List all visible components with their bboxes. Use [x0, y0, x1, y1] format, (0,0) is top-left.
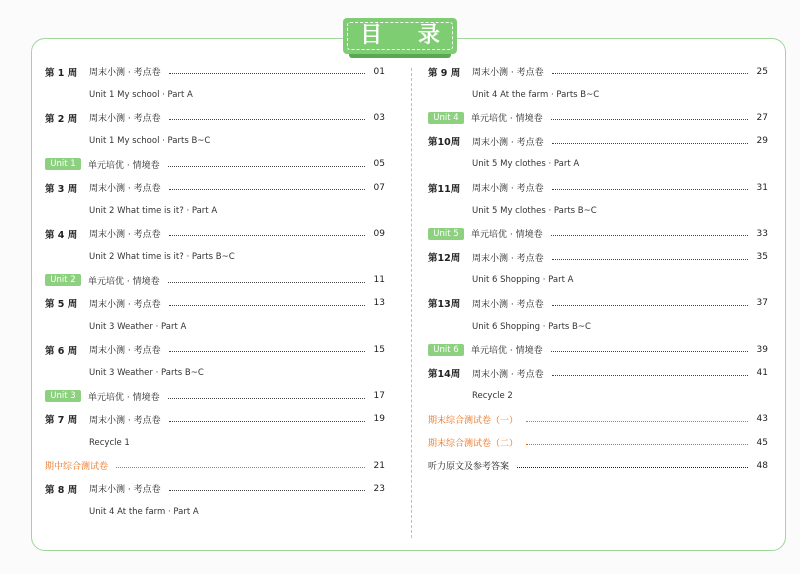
- toc-subtitle: Unit 4 At the farm · Part A: [89, 507, 199, 518]
- toc-subtitle: Unit 2 What time is it? · Parts B~C: [89, 252, 235, 263]
- dot-leader: [552, 143, 748, 144]
- entry-title: 周末小测 · 考点卷: [89, 68, 161, 79]
- page-number: 39: [756, 344, 768, 355]
- page-number: 21: [373, 460, 385, 471]
- toc-entry[interactable]: [428, 176, 768, 199]
- toc-entry: [45, 83, 385, 106]
- dot-leader: [169, 421, 365, 422]
- column-divider: [411, 68, 412, 538]
- page-number: 41: [756, 368, 768, 379]
- toc-subtitle: Unit 5 My clothes · Part A: [472, 159, 580, 170]
- toc-entry: [45, 246, 385, 269]
- page-number: 37: [756, 298, 768, 309]
- week-label: 第 7 周: [45, 415, 78, 427]
- entry-title: 听力原文及参考答案: [428, 462, 510, 473]
- entry-title: 周末小测 · 考点卷: [472, 369, 544, 380]
- dot-leader: [168, 166, 365, 167]
- entry-title: 单元培优 · 情境卷: [471, 114, 543, 125]
- toc-entry[interactable]: [428, 361, 768, 384]
- entry-title: 周末小测 · 考点卷: [89, 485, 161, 496]
- toc-entry[interactable]: [45, 454, 385, 477]
- dot-leader: [551, 119, 748, 120]
- dot-leader: [552, 259, 748, 260]
- toc-entry[interactable]: [45, 222, 385, 245]
- entry-title: 周末小测 · 考点卷: [89, 230, 161, 241]
- week-label: 第 4 周: [45, 229, 78, 241]
- week-label: 第13周: [428, 299, 461, 311]
- toc-subtitle: Unit 3 Weather · Parts B~C: [89, 368, 204, 379]
- toc-entry[interactable]: [45, 338, 385, 361]
- toc-left-column: [45, 60, 385, 524]
- dot-leader: [169, 351, 365, 352]
- page-number: 35: [756, 252, 768, 263]
- toc-subtitle: Unit 1 My school · Parts B~C: [89, 136, 211, 147]
- toc-entry: [428, 199, 768, 222]
- page-number: 05: [373, 159, 385, 170]
- toc-subtitle: Recycle 1: [89, 437, 130, 448]
- toc-entry[interactable]: [428, 222, 768, 245]
- toc-entry[interactable]: [428, 60, 768, 83]
- page-number: 25: [756, 66, 768, 77]
- toc-entry[interactable]: [45, 385, 385, 408]
- entry-title: 单元培优 · 情境卷: [88, 392, 160, 403]
- toc-title: 目 录: [360, 23, 454, 48]
- unit-badge: Unit 2: [45, 274, 81, 286]
- toc-entry[interactable]: [428, 338, 768, 361]
- week-label: 第 9 周: [428, 67, 461, 79]
- dot-leader: [551, 235, 748, 236]
- toc-entry: [428, 83, 768, 106]
- unit-badge: Unit 4: [428, 112, 464, 124]
- page-number: 29: [756, 136, 768, 147]
- page-number: 23: [373, 483, 385, 494]
- unit-badge: Unit 1: [45, 158, 81, 170]
- toc-subtitle: Unit 6 Shopping · Parts B~C: [472, 321, 591, 332]
- page-number: 31: [756, 182, 768, 193]
- entry-title: 单元培优 · 情境卷: [471, 346, 543, 357]
- week-label: 第10周: [428, 137, 461, 149]
- week-label: 第14周: [428, 369, 461, 381]
- entry-title: 周末小测 · 考点卷: [472, 137, 544, 148]
- page-number: 01: [373, 66, 385, 77]
- dot-leader: [169, 305, 365, 306]
- page-number: 07: [373, 182, 385, 193]
- week-label: 第 6 周: [45, 345, 78, 357]
- toc-entry[interactable]: [428, 408, 768, 431]
- toc-entry[interactable]: [45, 106, 385, 129]
- week-label: 第 3 周: [45, 183, 78, 195]
- unit-badge: Unit 5: [428, 228, 464, 240]
- entry-title: 周末小测 · 考点卷: [472, 253, 544, 264]
- page-number: 13: [373, 298, 385, 309]
- dot-leader: [552, 189, 748, 190]
- toc-entry: [428, 153, 768, 176]
- dot-leader: [552, 305, 748, 306]
- toc-entry[interactable]: [45, 60, 385, 83]
- entry-title: 周末小测 · 考点卷: [89, 346, 161, 357]
- page-number: 43: [756, 414, 768, 425]
- toc-subtitle: Unit 6 Shopping · Part A: [472, 275, 574, 286]
- toc-subtitle: Unit 1 My school · Part A: [89, 89, 193, 100]
- dot-leader: [552, 375, 748, 376]
- toc-subtitle: Recycle 2: [472, 391, 513, 402]
- entry-title: 周末小测 · 考点卷: [472, 299, 544, 310]
- week-label: 第 1 周: [45, 67, 78, 79]
- toc-entry: [45, 130, 385, 153]
- week-label: 第 5 周: [45, 299, 78, 311]
- toc-entry[interactable]: [45, 176, 385, 199]
- entry-title: 期末综合测试卷（二）: [428, 439, 519, 450]
- toc-entry: [428, 385, 768, 408]
- week-label: 第 2 周: [45, 113, 78, 125]
- toc-entry[interactable]: [428, 130, 768, 153]
- unit-badge: Unit 6: [428, 344, 464, 356]
- entry-title: 周末小测 · 考点卷: [89, 184, 161, 195]
- toc-entry[interactable]: [428, 246, 768, 269]
- dot-leader: [169, 490, 365, 491]
- dot-leader: [169, 119, 365, 120]
- toc-entry[interactable]: [428, 454, 768, 477]
- dot-leader: [169, 235, 365, 236]
- toc-entry[interactable]: [428, 292, 768, 315]
- dot-leader: [552, 73, 748, 74]
- dot-leader: [169, 73, 365, 74]
- entry-title: 期末综合测试卷（一）: [428, 415, 519, 426]
- page-number: 48: [756, 460, 768, 471]
- page-number: 03: [373, 112, 385, 123]
- entry-title: 单元培优 · 情境卷: [471, 230, 543, 241]
- dot-leader: [168, 282, 365, 283]
- toc-entry[interactable]: [45, 292, 385, 315]
- page-number: 11: [373, 275, 385, 286]
- entry-title: 单元培优 · 情境卷: [88, 276, 160, 287]
- toc-subtitle: Unit 3 Weather · Part A: [89, 321, 187, 332]
- week-label: 第12周: [428, 253, 461, 265]
- entry-title: 期中综合测试卷: [45, 462, 109, 473]
- dot-leader: [116, 467, 365, 468]
- toc-entry: [428, 315, 768, 338]
- week-label: 第11周: [428, 183, 461, 195]
- toc-entry: [45, 501, 385, 524]
- toc-entry[interactable]: [45, 153, 385, 176]
- entry-title: 周末小测 · 考点卷: [472, 184, 544, 195]
- toc-entry: [45, 315, 385, 338]
- page-number: 09: [373, 228, 385, 239]
- toc-subtitle: Unit 4 At the farm · Parts B~C: [472, 89, 600, 100]
- toc-subtitle: Unit 2 What time is it? · Part A: [89, 205, 218, 216]
- dot-leader: [526, 444, 748, 445]
- entry-title: 周末小测 · 考点卷: [89, 415, 161, 426]
- entry-title: 周末小测 · 考点卷: [89, 114, 161, 125]
- toc-entry: [45, 361, 385, 384]
- entry-title: 周末小测 · 考点卷: [472, 68, 544, 79]
- week-label: 第 8 周: [45, 484, 78, 496]
- toc-entry: [45, 431, 385, 454]
- unit-badge: Unit 3: [45, 390, 81, 402]
- dot-leader: [168, 398, 365, 399]
- toc-subtitle: Unit 5 My clothes · Parts B~C: [472, 205, 597, 216]
- page-number: 17: [373, 391, 385, 402]
- dot-leader: [526, 421, 748, 422]
- page-number: 33: [756, 228, 768, 239]
- toc-entry[interactable]: [45, 477, 385, 500]
- toc-entry[interactable]: [45, 408, 385, 431]
- page-number: 15: [373, 344, 385, 355]
- page-number: 19: [373, 414, 385, 425]
- page-number: 27: [756, 112, 768, 123]
- toc-entry[interactable]: [428, 431, 768, 454]
- page-number: 45: [756, 437, 768, 448]
- dot-leader: [517, 467, 748, 468]
- entry-title: 单元培优 · 情境卷: [88, 160, 160, 171]
- dot-leader: [551, 351, 748, 352]
- toc-entry[interactable]: [45, 269, 385, 292]
- dot-leader: [169, 189, 365, 190]
- entry-title: 周末小测 · 考点卷: [89, 299, 161, 310]
- toc-entry: [45, 199, 385, 222]
- toc-entry: [428, 269, 768, 292]
- toc-right-column: [428, 60, 768, 477]
- toc-title-banner: [343, 18, 457, 60]
- toc-entry[interactable]: [428, 106, 768, 129]
